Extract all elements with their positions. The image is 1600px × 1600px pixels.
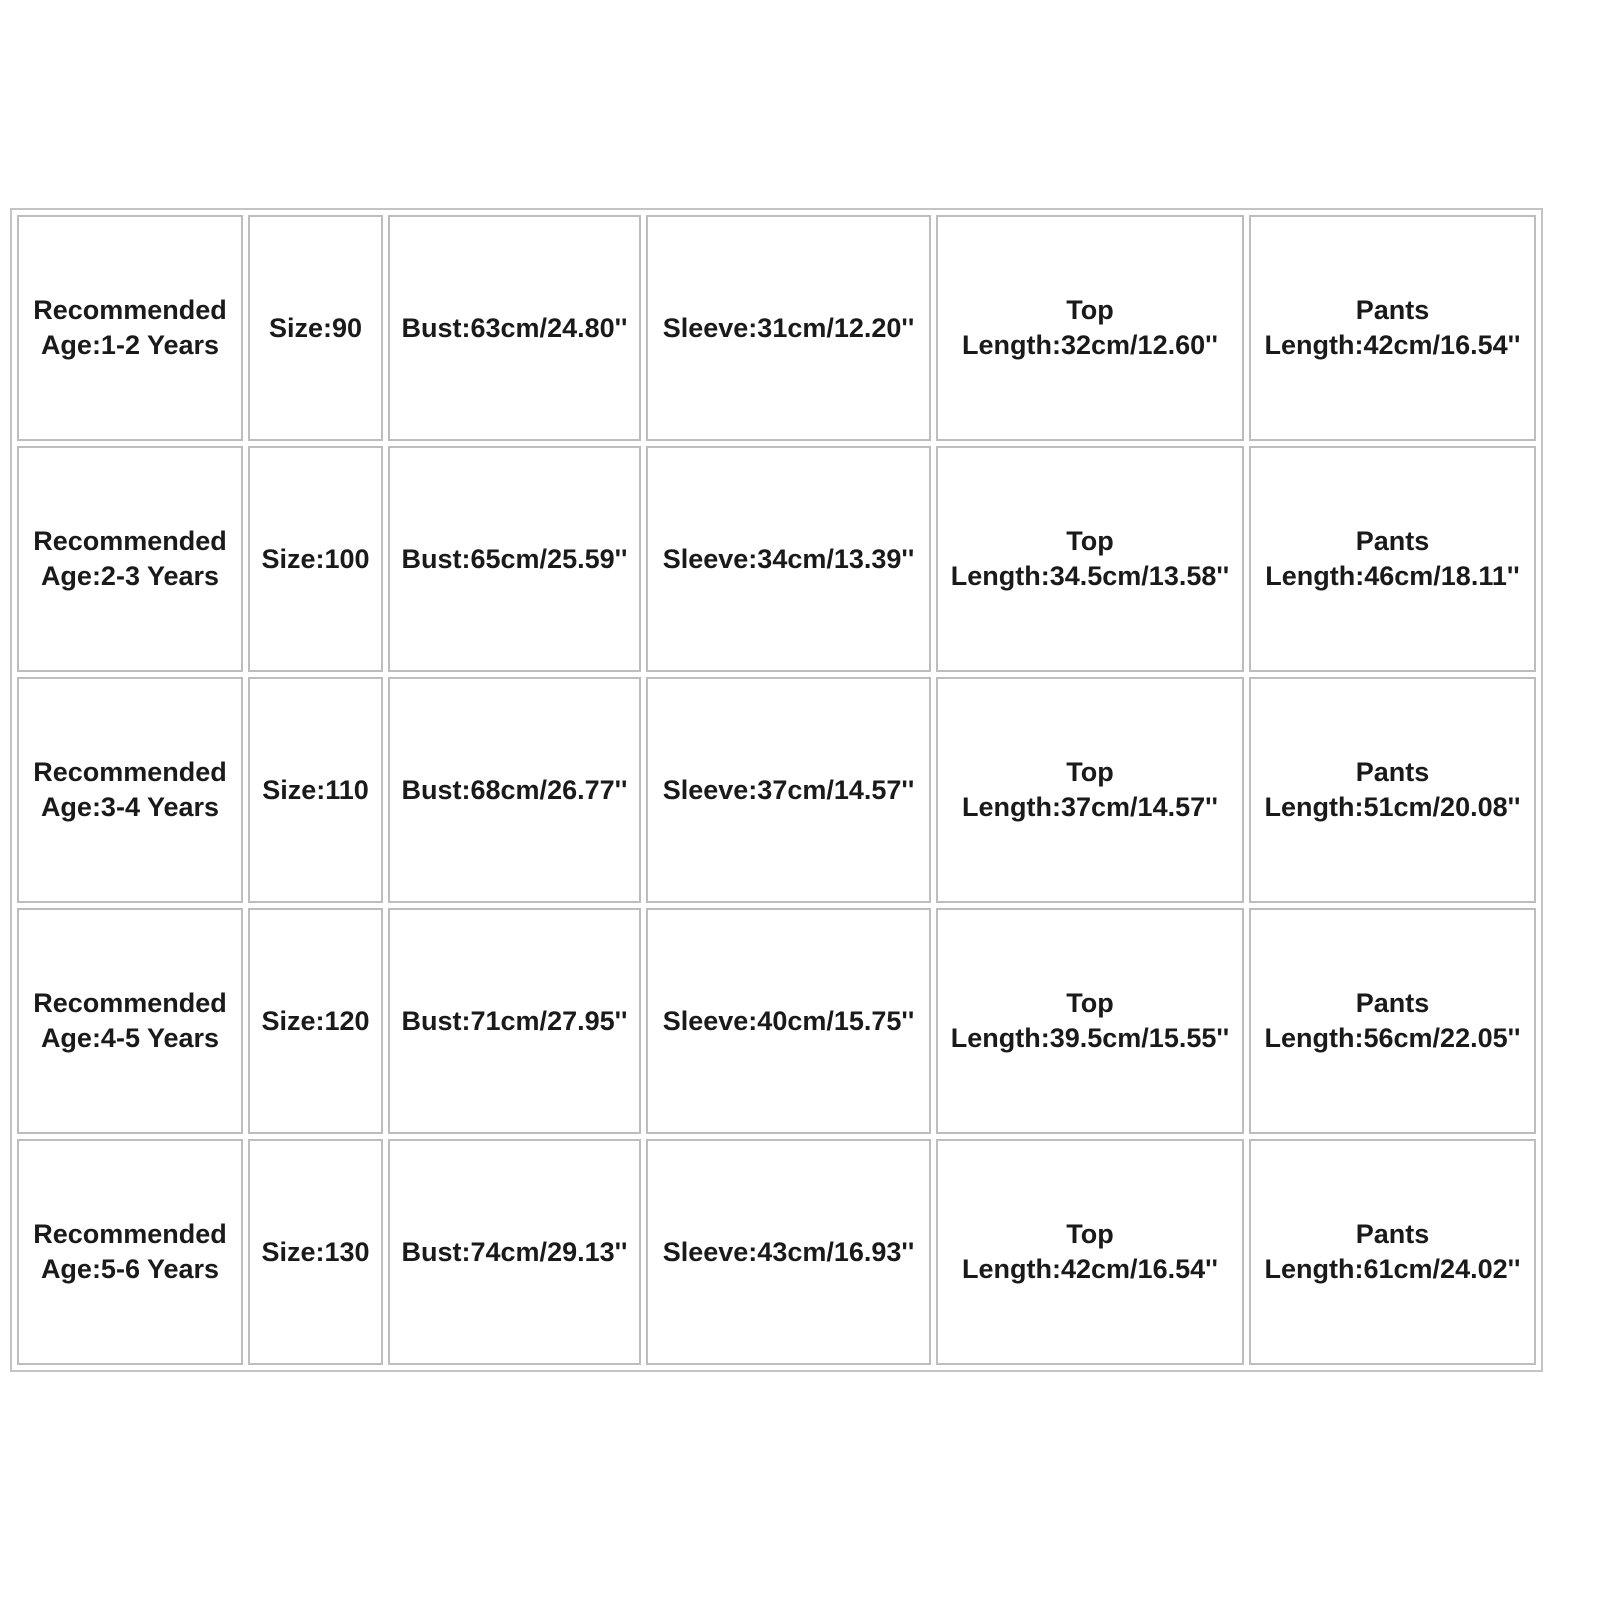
sleeve-cell: Sleeve:43cm/16.93'' [646,1139,931,1365]
top-length-value: Length:32cm/12.60'' [962,330,1218,360]
top-length-cell [936,908,1244,1134]
table-row [17,908,1536,1134]
top-length-value: Length:42cm/16.54'' [962,1254,1218,1284]
bust-cell: Bust:63cm/24.80'' [388,215,641,441]
sleeve-cell: Sleeve:34cm/13.39'' [646,446,931,672]
top-length-label: Top [1066,1219,1114,1249]
pants-length-value: Length:46cm/18.11'' [1265,561,1520,591]
size-cell: Size:130 [248,1139,383,1365]
top-length-cell [936,215,1244,441]
age-value: Age:2-3 Years [40,561,220,591]
age-value: Age:4-5 Years [40,1023,220,1053]
table-row [17,215,1536,441]
age-cell [17,1139,243,1365]
pants-length-value: Length:51cm/20.08'' [1264,792,1521,822]
pants-length-value: Length:61cm/24.02'' [1264,1254,1521,1284]
pants-length-value: Length:56cm/22.05'' [1264,1023,1521,1053]
pants-length-label: Pants [1355,526,1430,556]
sleeve-cell: Sleeve:40cm/15.75'' [646,908,931,1134]
top-length-label: Top [1066,526,1114,556]
top-length-label: Top [1066,757,1114,787]
pants-length-label: Pants [1355,988,1430,1018]
age-value: Age:3-4 Years [40,792,220,822]
sleeve-cell: Sleeve:31cm/12.20'' [646,215,931,441]
top-length-value: Length:34.5cm/13.58'' [950,561,1230,591]
table-row [17,677,1536,903]
top-length-value: Length:39.5cm/15.55'' [950,1023,1230,1053]
pants-length-label: Pants [1355,1219,1430,1249]
pants-length-cell [1249,215,1536,441]
top-length-value: Length:37cm/14.57'' [962,792,1218,822]
age-value: Age:5-6 Years [40,1254,220,1284]
top-length-cell [936,1139,1244,1365]
pants-length-label: Pants [1355,295,1430,325]
pants-length-cell [1249,446,1536,672]
top-length-cell [936,677,1244,903]
top-length-label: Top [1066,988,1114,1018]
pants-length-label: Pants [1355,757,1430,787]
bust-cell: Bust:74cm/29.13'' [388,1139,641,1365]
size-cell: Size:90 [248,215,383,441]
age-value: Age:1-2 Years [40,330,220,360]
age-cell [17,215,243,441]
top-length-cell [936,446,1244,672]
age-label: Recommended [33,1219,227,1249]
pants-length-cell [1249,908,1536,1134]
age-cell [17,908,243,1134]
table-row [17,1139,1536,1365]
pants-length-cell [1249,1139,1536,1365]
size-cell: Size:110 [248,677,383,903]
sleeve-cell: Sleeve:37cm/14.57'' [646,677,931,903]
size-chart-body [17,215,1536,1365]
bust-cell: Bust:65cm/25.59'' [388,446,641,672]
size-cell: Size:100 [248,446,383,672]
age-label: Recommended [33,988,227,1018]
age-cell [17,677,243,903]
size-chart-table [10,208,1543,1372]
bust-cell: Bust:68cm/26.77'' [388,677,641,903]
bust-cell: Bust:71cm/27.95'' [388,908,641,1134]
table-row [17,446,1536,672]
size-cell: Size:120 [248,908,383,1134]
age-label: Recommended [33,757,227,787]
age-cell [17,446,243,672]
age-label: Recommended [33,526,227,556]
pants-length-value: Length:42cm/16.54'' [1264,330,1521,360]
pants-length-cell [1249,677,1536,903]
age-label: Recommended [33,295,227,325]
top-length-label: Top [1066,295,1114,325]
